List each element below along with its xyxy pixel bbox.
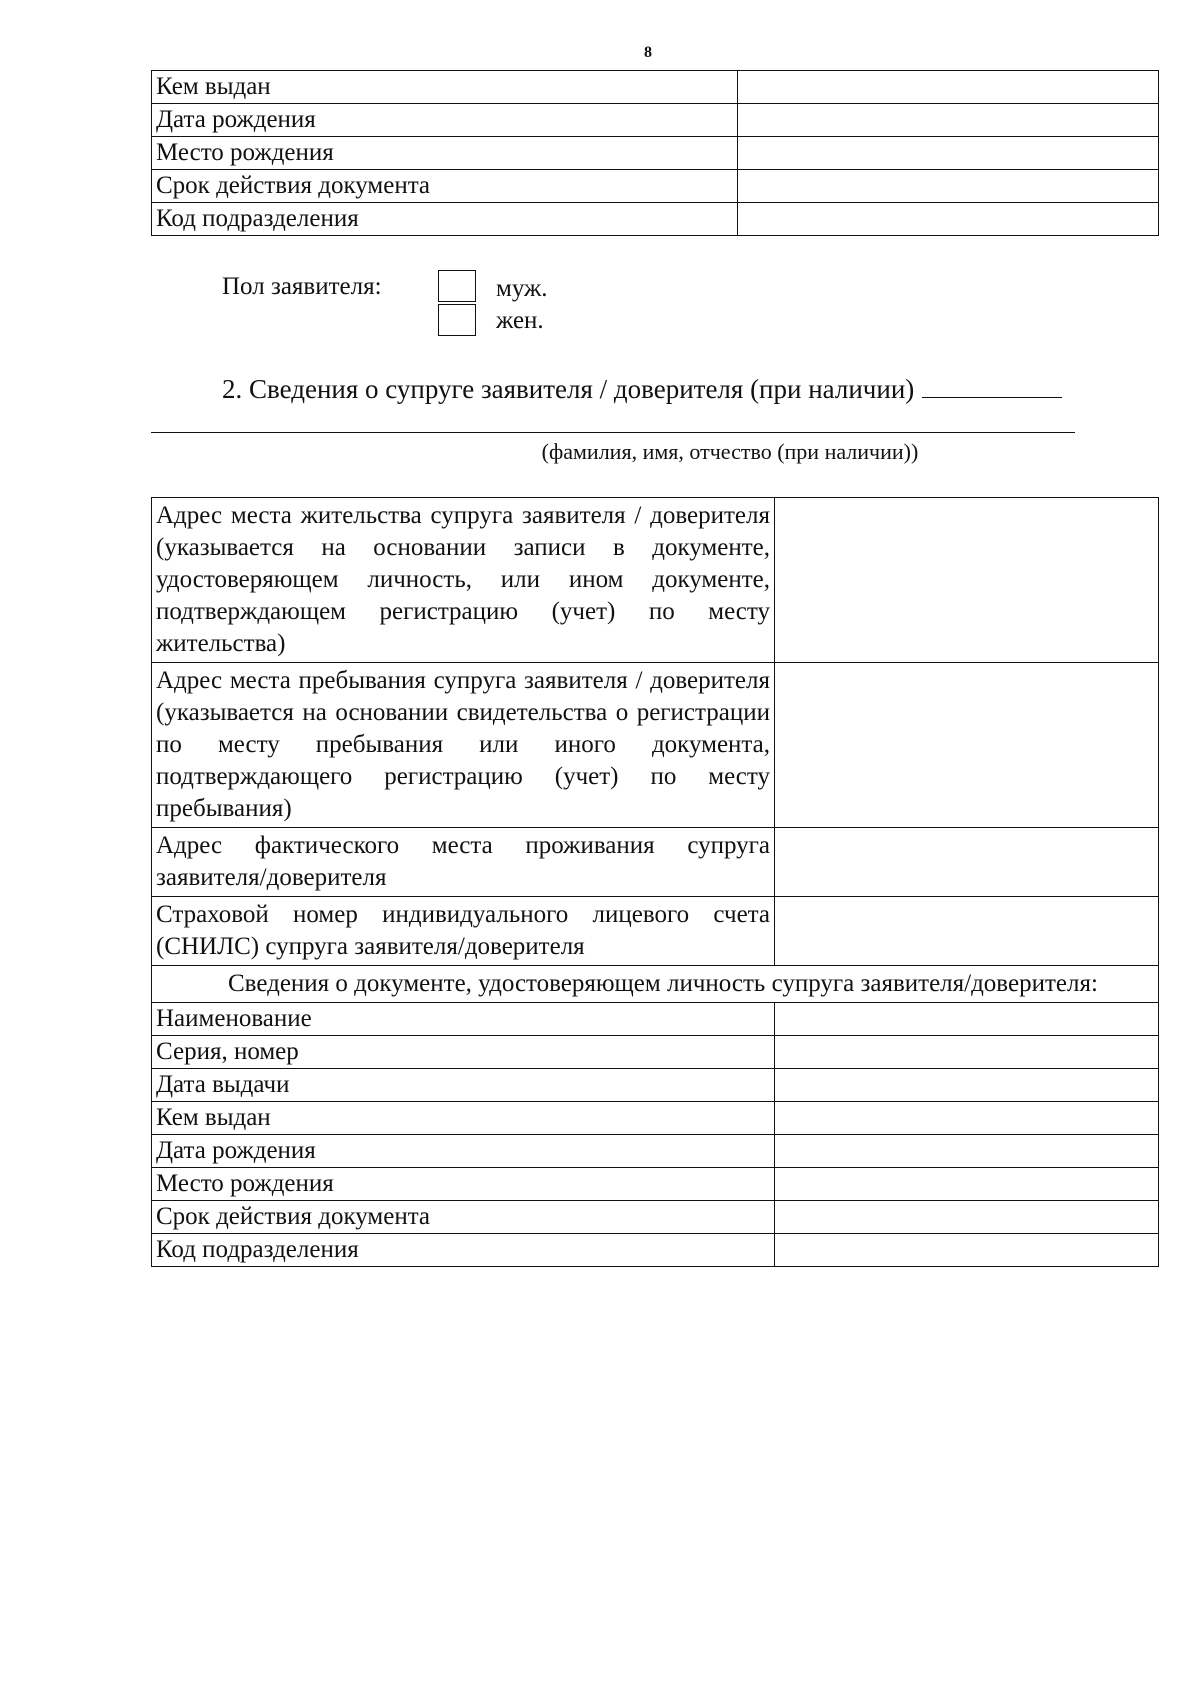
table-row xyxy=(152,663,1159,828)
table-row xyxy=(152,1003,1159,1036)
field-value-cell[interactable] xyxy=(775,498,1159,663)
name-caption xyxy=(151,438,1159,466)
snils-label: Страховой номер индивидуального лицевого счета (СНИЛС) супруга заявителя/доверителя xyxy=(152,897,775,966)
field-value-cell[interactable] xyxy=(775,1168,1159,1201)
table-row xyxy=(152,897,1159,966)
section-title-text: 2. Сведения о супруге заявителя / доверителя (при наличии) xyxy=(222,374,915,404)
field-label: Срок действия документа xyxy=(152,170,738,203)
name-caption-text: (фамилия, имя, отчество (при наличии)) xyxy=(541,439,919,464)
spouse-info-table xyxy=(151,497,1159,1267)
table-row xyxy=(152,828,1159,897)
field-value-cell[interactable] xyxy=(738,203,1159,236)
field-label: Дата рождения xyxy=(152,104,738,137)
female-checkbox[interactable] xyxy=(438,304,476,336)
field-value-cell[interactable] xyxy=(738,137,1159,170)
field-value-cell[interactable] xyxy=(775,1036,1159,1069)
table-row xyxy=(152,1168,1159,1201)
field-value-cell[interactable] xyxy=(738,104,1159,137)
field-label: Серия, номер xyxy=(152,1036,775,1069)
section-title xyxy=(222,372,1062,406)
table-row xyxy=(152,137,1159,170)
field-label: Кем выдан xyxy=(152,1102,775,1135)
table-row xyxy=(152,1102,1159,1135)
male-checkbox[interactable] xyxy=(438,270,476,302)
table-row xyxy=(152,1135,1159,1168)
table-row xyxy=(152,1234,1159,1267)
table-row xyxy=(152,1201,1159,1234)
table-row xyxy=(152,1069,1159,1102)
field-value-cell[interactable] xyxy=(775,1135,1159,1168)
field-label: Код подразделения xyxy=(152,1234,775,1267)
field-value-cell[interactable] xyxy=(775,897,1159,966)
table-row xyxy=(152,170,1159,203)
spouse-name-line[interactable] xyxy=(151,432,1075,433)
field-value-cell[interactable] xyxy=(775,1003,1159,1036)
field-value-cell[interactable] xyxy=(738,71,1159,104)
field-value-cell[interactable] xyxy=(775,663,1159,828)
residence-address-label: Адрес места жительства супруга заявителя / доверителя (указывается на основании записи в документе, удостоверяющем личность, или ином документе, подтверждающем регистрацию (учет) по месту жительства) xyxy=(152,498,775,663)
sex-label: Пол заявителя: xyxy=(222,273,382,300)
field-label: Срок действия документа xyxy=(152,1201,775,1234)
field-value-cell[interactable] xyxy=(775,1201,1159,1234)
field-label: Код подразделения xyxy=(152,203,738,236)
male-option-label: муж. xyxy=(496,275,548,302)
stay-address-label: Адрес места пребывания супруга заявителя / доверителя (указывается на основании свидетельства о регистрации по месту пребывания или иного документа, подтверждающего регистрацию (учет) по месту пребывания) xyxy=(152,663,775,828)
table-row xyxy=(152,71,1159,104)
field-value-cell[interactable] xyxy=(775,1234,1159,1267)
table-row xyxy=(152,203,1159,236)
table-row xyxy=(152,1036,1159,1069)
table-row xyxy=(152,498,1159,663)
field-value-cell[interactable] xyxy=(775,1102,1159,1135)
table-row xyxy=(152,104,1159,137)
field-label: Место рождения xyxy=(152,1168,775,1201)
female-option-label: жен. xyxy=(496,307,544,334)
field-value-cell[interactable] xyxy=(775,1069,1159,1102)
page-number: 8 xyxy=(644,44,652,61)
table-row xyxy=(152,966,1159,1003)
spouse-name-blank[interactable] xyxy=(922,373,1062,398)
field-label: Дата выдачи xyxy=(152,1069,775,1102)
actual-address-label: Адрес фактического места проживания супруга заявителя/доверителя xyxy=(152,828,775,897)
field-label: Наименование xyxy=(152,1003,775,1036)
applicant-document-table xyxy=(151,70,1159,236)
field-label: Дата рождения xyxy=(152,1135,775,1168)
field-label: Кем выдан xyxy=(152,71,738,104)
document-section-header-text: Сведения о документе, удостоверяющем личность супруга заявителя/доверителя: xyxy=(228,970,1098,997)
document-section-header xyxy=(152,966,1159,1003)
field-value-cell[interactable] xyxy=(738,170,1159,203)
field-value-cell[interactable] xyxy=(775,828,1159,897)
field-label: Место рождения xyxy=(152,137,738,170)
